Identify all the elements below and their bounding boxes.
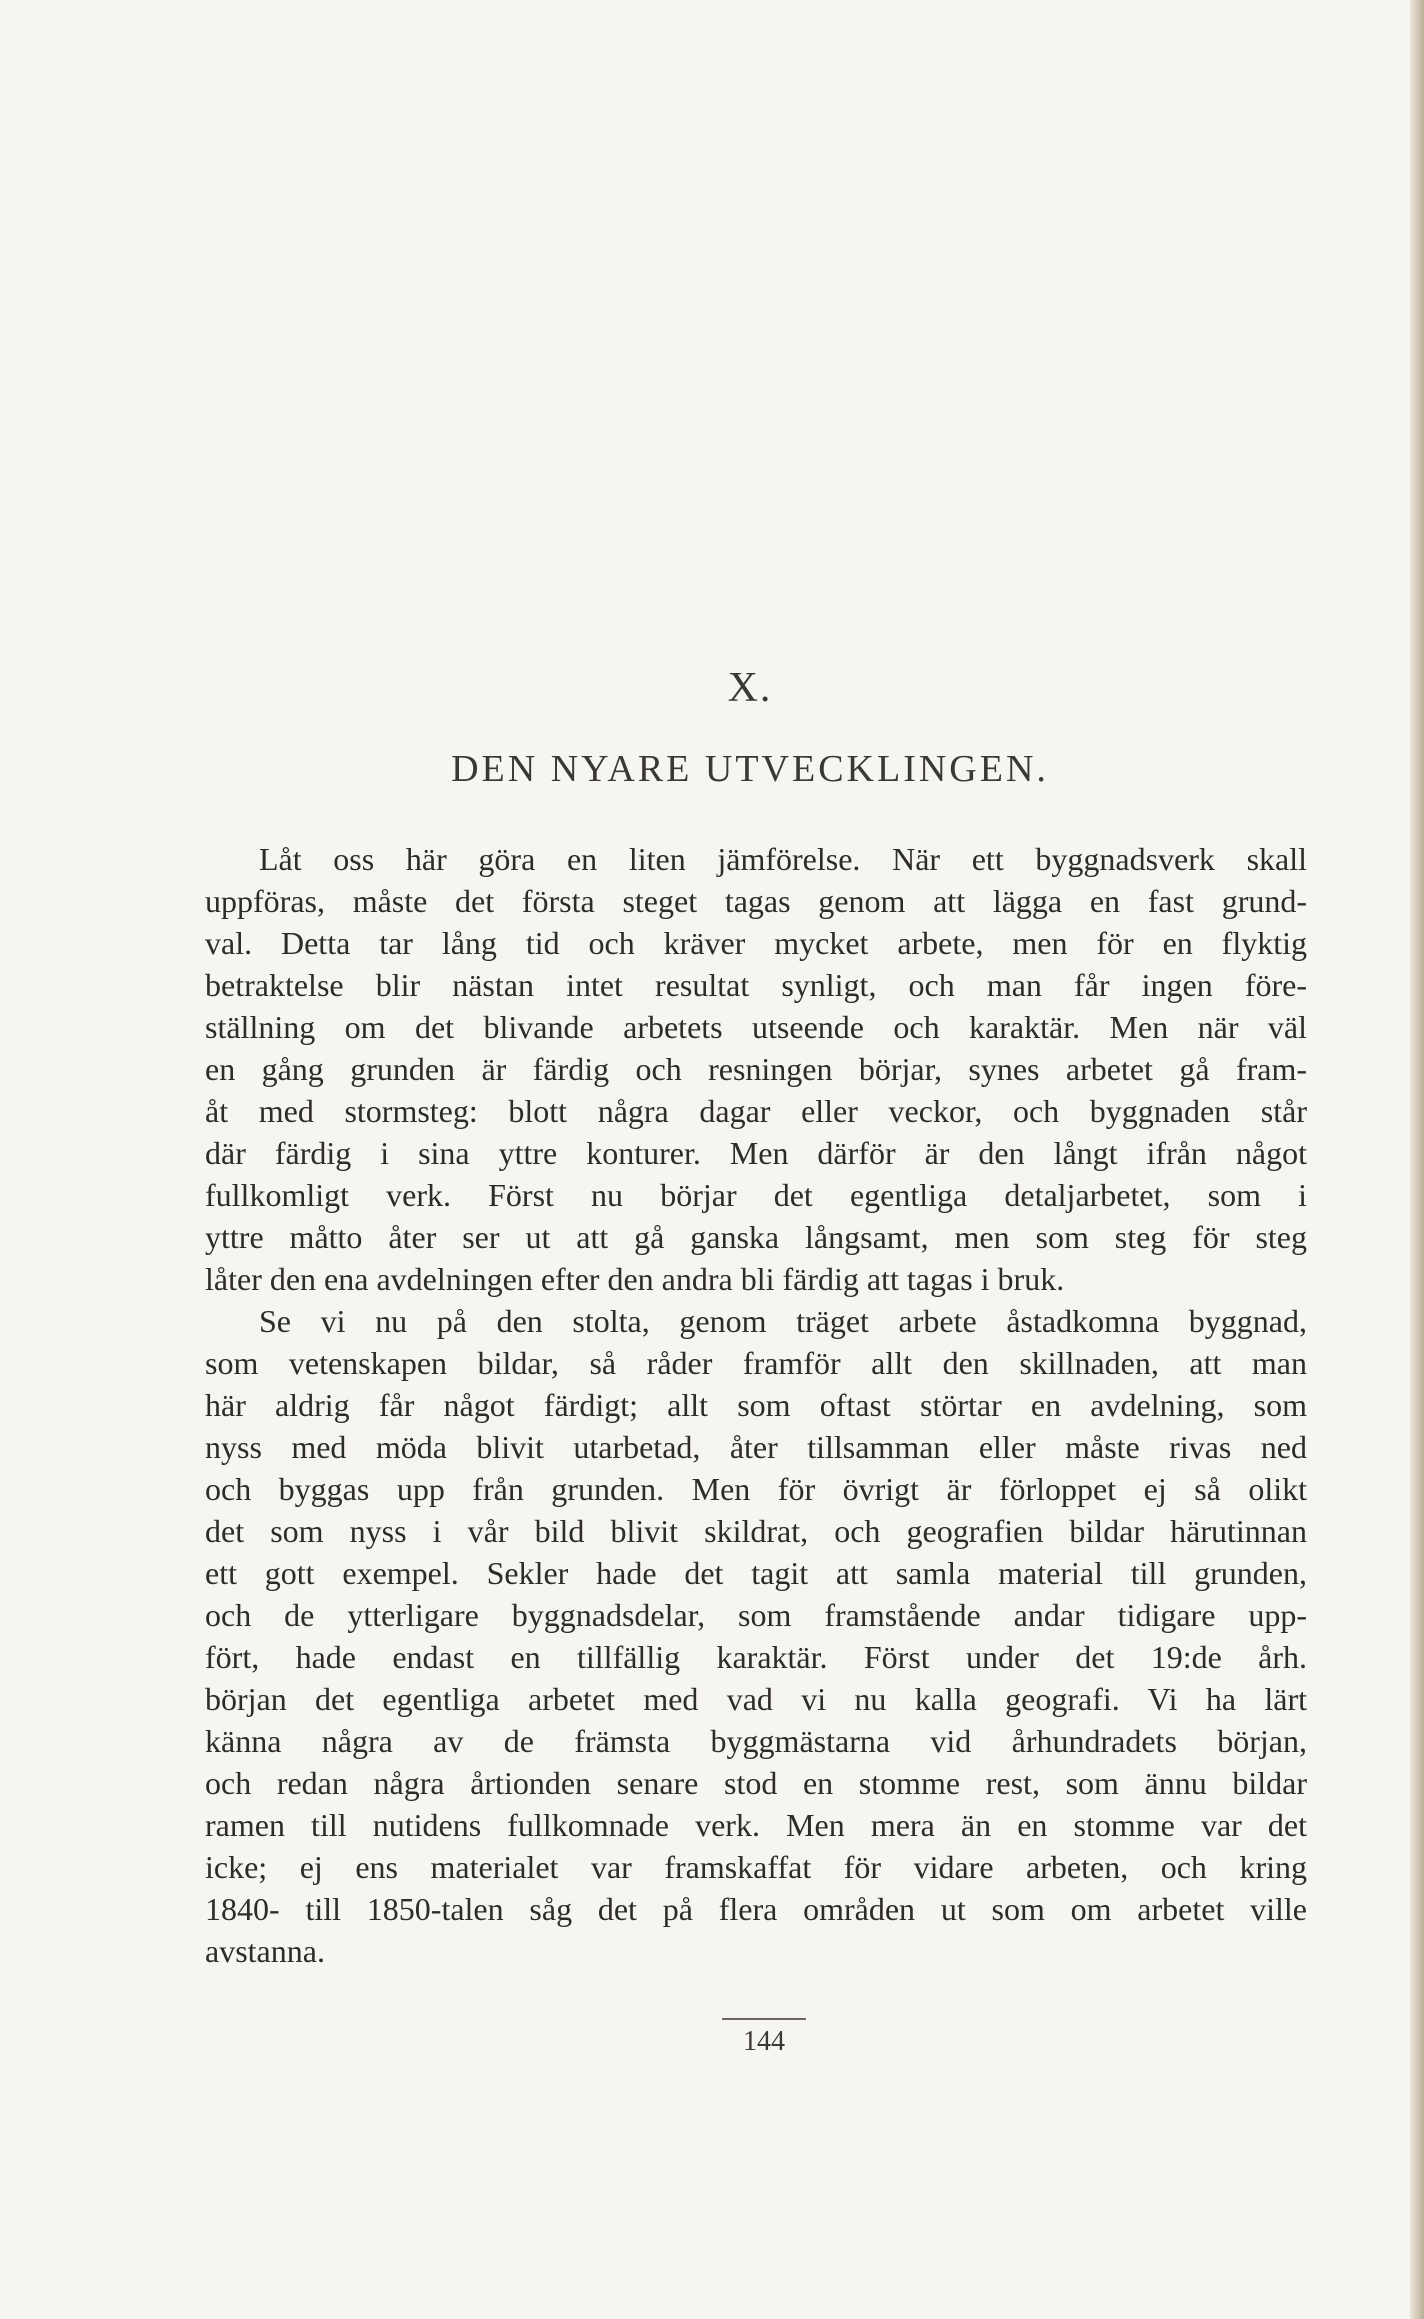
text-line: 1840- till 1850-talen såg det på flera områden ut som om arbetet ville [205, 1891, 1307, 1927]
paragraph-1 [205, 838, 1307, 1300]
text-line: en gång grunden är färdig och resningen börjar, synes arbetet gå fram- [205, 1051, 1307, 1087]
text-line: låter den ena avdelningen efter den andra bli färdig att tagas i bruk. [205, 1261, 1065, 1297]
footer-rule [722, 2018, 806, 2020]
text-line: här aldrig får något färdigt; allt som oftast störtar en avdelning, som [205, 1387, 1307, 1423]
page-number: 144 [743, 2026, 785, 2057]
paragraph-2 [205, 1300, 1307, 1972]
chapter-title: DEN NYARE UTVECKLINGEN. [451, 748, 1049, 790]
text-line: det som nyss i vår bild blivit skildrat, och geografien bildar härutinnan [205, 1513, 1307, 1549]
text-line: fullkomligt verk. Först nu börjar det egentliga detaljarbetet, som i [205, 1177, 1307, 1213]
text-line: yttre måtto åter ser ut att gå ganska långsamt, men som steg för steg [205, 1219, 1307, 1255]
text-line: åt med stormsteg: blott några dagar eller veckor, och byggnaden står [205, 1093, 1307, 1129]
text-line: Låt oss här göra en liten jämförelse. När ett byggnadsverk skall [259, 841, 1307, 877]
page-edge [1410, 0, 1424, 2319]
text-line: och de ytterligare byggnadsdelar, som framstående andar tidigare upp- [205, 1597, 1307, 1633]
text-line: som vetenskapen bildar, så råder framför allt den skillnaden, att man [205, 1345, 1307, 1381]
text-line: ett gott exempel. Sekler hade det tagit att samla material till grunden, [205, 1555, 1307, 1591]
text-line: icke; ej ens materialet var framskaffat för vidare arbeten, och kring [205, 1849, 1307, 1885]
body-text [205, 838, 1307, 1972]
text-line: där färdig i sina yttre konturer. Men därför är den långt ifrån något [205, 1135, 1307, 1171]
chapter-number: X. [727, 665, 773, 711]
text-line: Se vi nu på den stolta, genom träget arbete åstadkomna byggnad, [259, 1303, 1307, 1339]
text-line: ställning om det blivande arbetets utseende och karaktär. Men när väl [205, 1009, 1307, 1045]
text-line: val. Detta tar lång tid och kräver mycket arbete, men för en flyktig [205, 925, 1307, 961]
text-line: början det egentliga arbetet med vad vi nu kalla geografi. Vi ha lärt [205, 1681, 1307, 1717]
text-line: nyss med möda blivit utarbetad, åter tillsamman eller måste rivas ned [205, 1429, 1307, 1465]
text-line: avstanna. [205, 1933, 325, 1969]
text-line: fört, hade endast en tillfällig karaktär. Först under det 19:de årh. [205, 1639, 1307, 1675]
text-line: och byggas upp från grunden. Men för övrigt är förloppet ej så olikt [205, 1471, 1307, 1507]
text-line: och redan några årtionden senare stod en stomme rest, som ännu bildar [205, 1765, 1307, 1801]
text-line: betraktelse blir nästan intet resultat synligt, och man får ingen före- [205, 967, 1307, 1003]
text-line: ramen till nutidens fullkomnade verk. Men mera än en stomme var det [205, 1807, 1307, 1843]
text-line: känna några av de främsta byggmästarna vid århundradets början, [205, 1723, 1307, 1759]
text-line: uppföras, måste det första steget tagas genom att lägga en fast grund- [205, 883, 1307, 919]
